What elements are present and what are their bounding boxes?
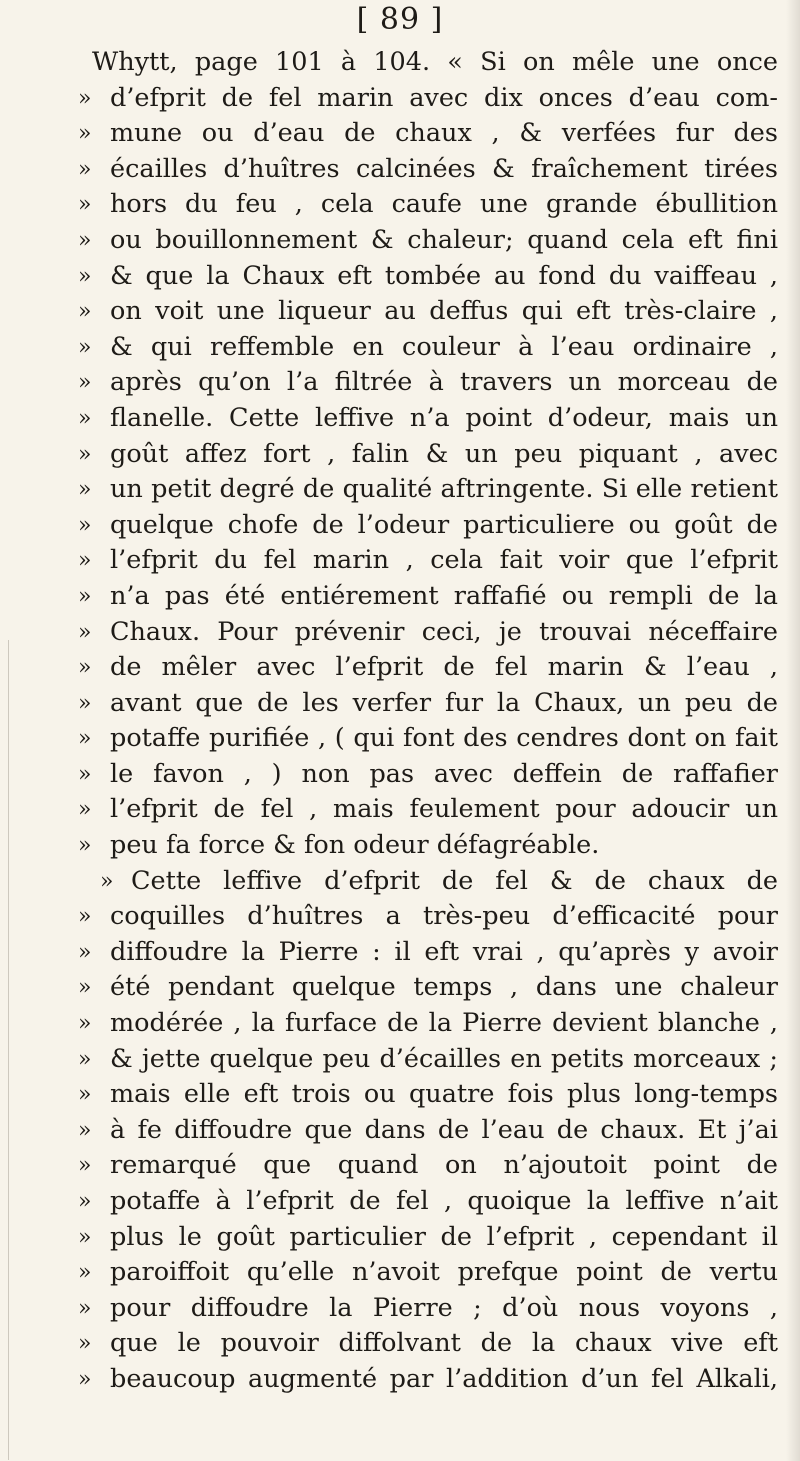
text-line: » été pendant quelque temps , dans une chaleur [78,970,778,1006]
text-line: » quelque chofe de l’odeur particuliere ou goût de [78,508,778,544]
text-line: » après qu’on l’a filtrée à travers un morceau de [78,365,778,401]
text-line: » d’efprit de fel marin avec dix onces d’eau com- [78,81,778,117]
text-line: » à fe diffoudre que dans de l’eau de chaux. Et j’ai [78,1113,778,1149]
quote-mark: » [78,156,92,182]
text-line: » que le pouvoir diffolvant de la chaux vive eft [78,1326,778,1362]
quote-mark: » [78,85,92,111]
quote-mark: » [78,690,92,716]
text-line: » plus le goût particulier de l’efprit , cependant il [78,1220,778,1256]
quote-mark: » [78,619,92,645]
quote-mark: » [78,1366,92,1392]
text-line: » le favon , ) non pas avec deffein de raffafier [78,757,778,793]
quote-mark: » [78,761,92,787]
quote-mark: » [78,1224,92,1250]
quote-mark: » [78,263,92,289]
text-line: » ou bouillonnement & chaleur; quand cela eft fini [78,223,778,259]
text-line: » peu fa force & fon odeur défagréable. [78,828,778,864]
text-line: » & que la Chaux eft tombée au fond du vaiffeau , [78,259,778,295]
quote-mark: » [78,370,92,396]
text-line: » potaffe à l’efprit de fel , quoique la leffive n’ait [78,1184,778,1220]
text-line: » modérée , la furface de la Pierre devient blanche , [78,1006,778,1042]
quote-mark: » [78,512,92,538]
text-line: » beaucoup augmenté par l’addition d’un fel Alkali, [78,1362,778,1398]
quote-mark: » [78,1082,92,1108]
text-line: » goût affez fort , falin & un peu piquant , avec [78,437,778,473]
text-line: » l’efprit de fel , mais feulement pour adoucir un [78,792,778,828]
text-line: » paroiffoit qu’elle n’avoit prefque point de vertu [78,1255,778,1291]
quote-mark: » [78,1046,92,1072]
quote-mark: » [78,121,92,147]
text-line: » flanelle. Cette leffive n’a point d’odeur, mais un [78,401,778,437]
quote-mark: » [78,1153,92,1179]
text-line: » écailles d’huîtres calcinées & fraîchement tirées [78,152,778,188]
page-edge-shadow [786,0,800,1461]
page-number: [ 89 ] [356,2,444,37]
quote-mark: » [78,441,92,467]
text-line: » hors du feu , cela caufe une grande ébullition [78,187,778,223]
quote-mark: » [78,1331,92,1357]
quote-mark: » [78,1260,92,1286]
quote-mark: » [78,904,92,930]
text-line: » potaffe purifiée , ( qui font des cendres dont on fait [78,721,778,757]
quote-mark: » [78,583,92,609]
quote-mark: » [78,1011,92,1037]
text-line: » pour diffoudre la Pierre ; d’où nous voyons , [78,1291,778,1327]
text-line: » coquilles d’huîtres a très-peu d’efficacité pour [78,899,778,935]
quote-mark: » [78,655,92,681]
quote-mark: » [100,868,114,894]
quote-mark: » [78,299,92,325]
text-line: » & jette quelque peu d’écailles en petits morceaux ; [78,1042,778,1078]
quote-mark: » [78,1189,92,1214]
text-line: » diffoudre la Pierre : il eft vrai , qu’après y avoir [78,935,778,971]
text-line: » remarqué que quand on n’ajoutoit point de [78,1148,778,1184]
quote-mark: » [78,975,92,1001]
quote-mark: » [78,405,92,431]
quote-mark: » [78,192,92,218]
quote-mark: » [78,939,92,965]
quote-mark: » [78,334,92,360]
quote-mark: » [78,477,92,503]
body-text [78,45,778,1398]
text-line: » & qui reffemble en couleur à l’eau ordinaire , [78,330,778,366]
text-line: » mais elle eft trois ou quatre fois plus long-temps [78,1077,778,1113]
text-line: » avant que de les verfer fur la Chaux, un peu de [78,686,778,722]
text-line: » un petit degré de qualité aftringente. Si elle retient [78,472,778,508]
quote-mark: » [78,548,92,574]
text-line: » on voit une liqueur au deffus qui eft très-claire , [78,294,778,330]
quote-mark: » [78,797,92,823]
text-line: » Chaux. Pour prévenir ceci, je trouvai néceffaire [78,615,778,651]
text-line: » Cette leffive d’efprit de fel & de chaux de [78,864,778,900]
text-line: » de mêler avec l’efprit de fel marin & l’eau , [78,650,778,686]
page-gutter-line [8,640,9,1460]
text-line: » mune ou d’eau de chaux , & verfées fur des [78,116,778,152]
text-line: » l’efprit du fel marin , cela fait voir que l’efprit [78,543,778,579]
quote-mark: » [78,726,92,752]
text-line: » n’a pas été entiérement raffafié ou rempli de la [78,579,778,615]
text-line: Whytt, page 101 à 104. « Si on mêle une once [92,47,778,77]
quote-mark: » [78,1295,92,1321]
quote-mark: » [78,227,92,253]
quote-mark: » [78,1117,92,1143]
quote-mark: » [78,833,92,859]
